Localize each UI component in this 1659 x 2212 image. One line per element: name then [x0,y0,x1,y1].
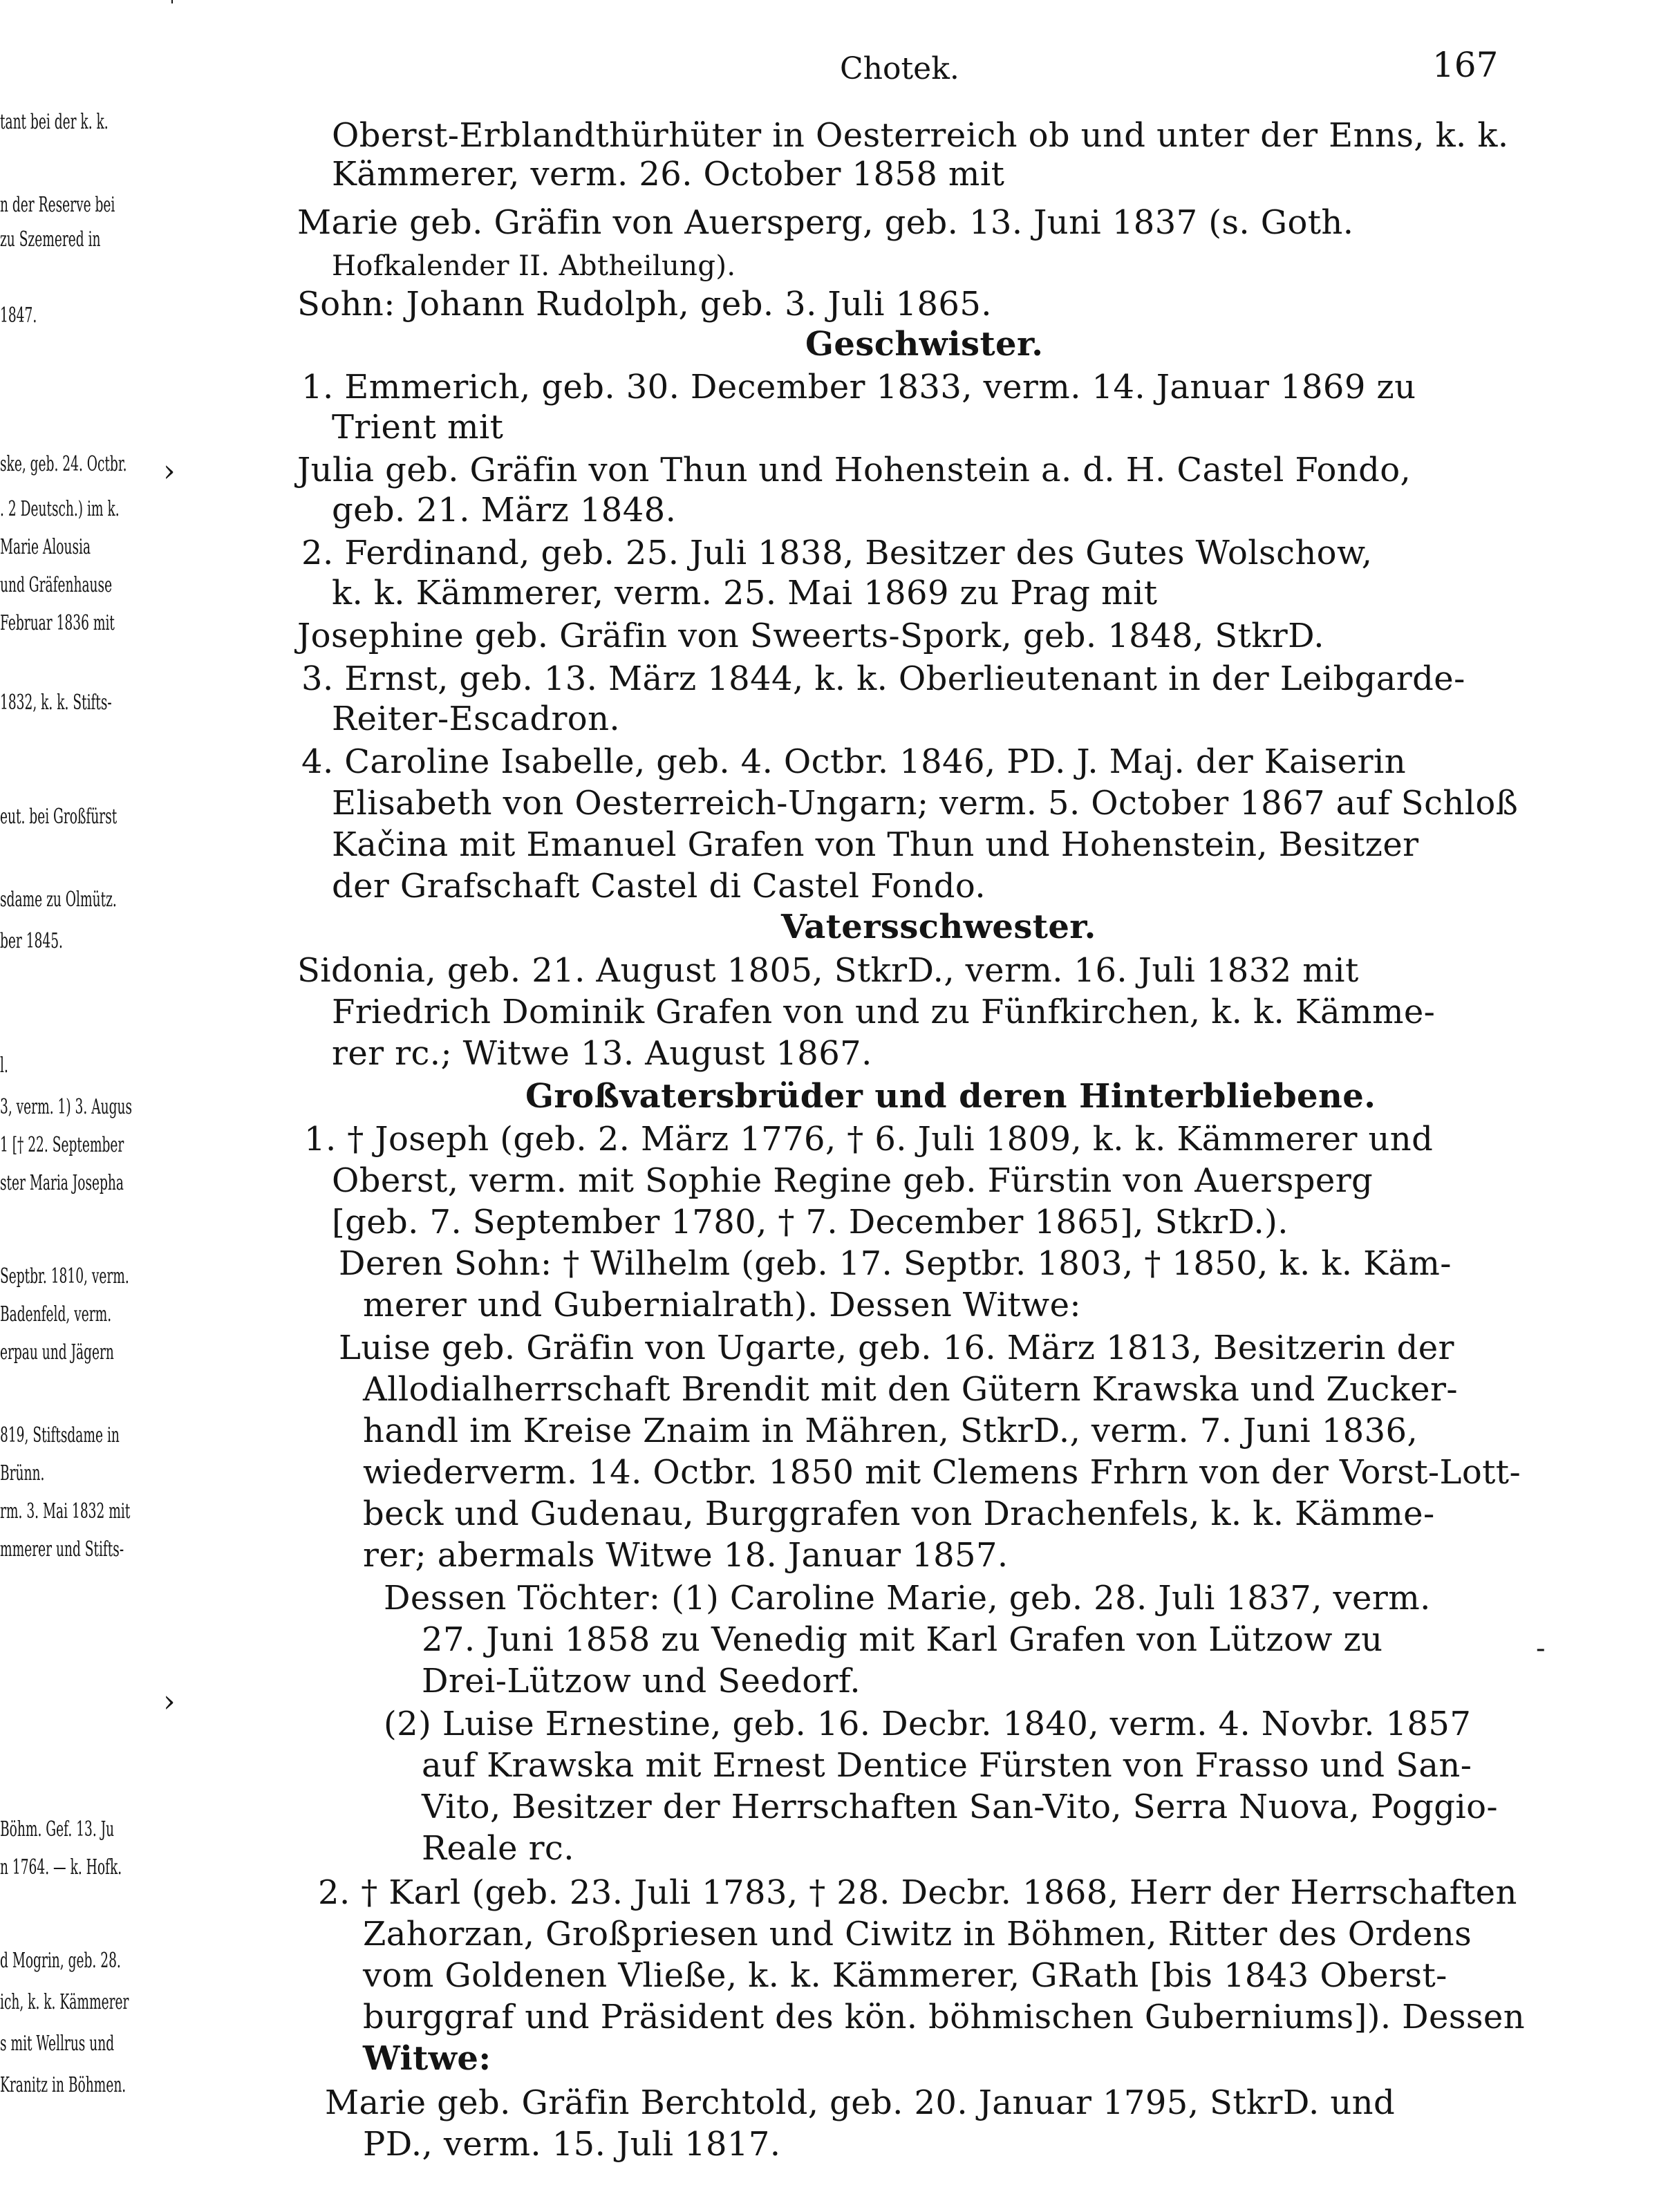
margin-line: Brünn. [0,1461,45,1485]
margin-line: ich, k. k. Kämmerer [0,1990,129,2014]
margin-line: 1847. [0,303,37,328]
margin-line: Böhm. Gef. 13. Ju [0,1817,115,1841]
margin-line: 3, verm. 1) 3. Augus [0,1095,133,1119]
text-line: 27. Juni 1858 zu Venedig mit Karl Grafen von Lützow zu [422,1620,1383,1659]
margin-line: eut. bei Großfürst [0,805,118,829]
text-line: Sohn: Johann Rudolph, geb. 3. Juli 1865. [297,285,992,324]
margin-line: Marie Alousia [0,535,91,559]
margin-line: und Gräfenhause [0,573,113,597]
margin-bracket-mark: › [163,453,176,489]
text-line: Deren Sohn: † Wilhelm (geb. 17. Septbr. 1803, † 1850, k. k. Käm- [339,1244,1452,1283]
margin-line: zu Szemered in [0,227,101,252]
text-line: k. k. Kämmerer, verm. 25. Mai 1869 zu Prag mit [332,574,1158,612]
text-line: 1. Emmerich, geb. 30. December 1833, verm. 14. Januar 1869 zu [301,368,1416,406]
text-line: Marie geb. Gräfin Berchtold, geb. 20. Januar 1795, StkrD. und [325,2083,1396,2122]
text-line: Sidonia, geb. 21. August 1805, StkrD., verm. 16. Juli 1832 mit [297,951,1359,990]
text-line: Allodialherrschaft Brendit mit den Gütern Krawska und Zucker- [363,1370,1458,1409]
section-heading: Vatersschwester. [781,908,1096,946]
margin-line: d Mogrin, geb. 28. [0,1949,121,1973]
text-line: 1. † Joseph (geb. 2. März 1776, † 6. Juli 1809, k. k. Kämmerer und [304,1120,1434,1159]
margin-line: n 1764. — k. Hofk. [0,1855,122,1880]
margin-line: 1 [† 22. September [0,1133,124,1157]
text-line: Dessen Töchter: (1) Caroline Marie, geb. 28. Juli 1837, verm. [384,1579,1431,1618]
margin-line: n der Reserve bei [0,193,115,217]
margin-line: tant bei der k. k. [0,110,109,134]
margin-line: Septbr. 1810, verm. [0,1264,129,1288]
text-line: Luise geb. Gräfin von Ugarte, geb. 16. März 1813, Besitzerin der [339,1329,1454,1367]
text-line: rer rc.; Witwe 13. August 1867. [332,1034,872,1073]
text-line: merer und Gubernialrath). Dessen Witwe: [363,1286,1081,1324]
text-line: Trient mit [332,408,504,447]
text-line: 4. Caroline Isabelle, geb. 4. Octbr. 1846, PD. J. Maj. der Kaiserin [301,742,1407,781]
margin-line: ber 1845. [0,929,63,953]
margin-line: ske, geb. 24. Octbr. [0,452,127,476]
margin-line: 1832, k. k. Stifts- [0,691,112,715]
margin-line: rm. 3. Mai 1832 mit [0,1499,131,1524]
margin-line: l. [0,1053,8,1078]
text-line: Friedrich Dominik Grafen von und zu Fünfkirchen, k. k. Kämme- [332,993,1436,1031]
text-line: [geb. 7. September 1780, † 7. December 1865], StkrD.). [332,1203,1288,1241]
text-line: rer; abermals Witwe 18. Januar 1857. [363,1536,1009,1575]
text-line: Zahorzan, Großpriesen und Ciwitz in Böhmen, Ritter des Ordens [363,1915,1472,1953]
text-line: Reale rc. [422,1829,574,1868]
text-line: Josephine geb. Gräfin von Sweerts-Spork, geb. 1848, StkrD. [297,617,1324,655]
text-line: Vito, Besitzer der Herrschaften San-Vito, Serra Nuova, Poggio- [422,1788,1499,1826]
text-line: auf Krawska mit Ernest Dentice Fürsten von Frasso und San- [422,1746,1472,1785]
text-line: beck und Gudenau, Burggrafen von Drachenfels, k. k. Kämme- [363,1494,1435,1533]
page-edge-rule [171,0,173,3]
text-line: Oberst-Erblandthürhüter in Oesterreich ob und unter der Enns, k. k. [332,116,1509,155]
text-line: 3. Ernst, geb. 13. März 1844, k. k. Oberlieutenant in der Leibgarde- [301,659,1465,698]
text-line: Witwe: [363,2039,491,2078]
page-number: 167 [1432,45,1499,85]
adjacent-page-margin [0,0,173,2212]
margin-line: Februar 1836 mit [0,611,115,635]
text-line: 2. Ferdinand, geb. 25. Juli 1838, Besitzer des Gutes Wolschow, [301,534,1373,572]
text-line: Hofkalender II. Abtheilung). [332,250,736,282]
text-line: burggraf und Präsident des kön. böhmischen Guberniums]). Dessen [363,1998,1526,2036]
text-line: Reiter-Escadron. [332,700,621,738]
text-line: Elisabeth von Oesterreich-Ungarn; verm. 5. October 1867 auf Schloß [332,784,1519,823]
text-line: der Grafschaft Castel di Castel Fondo. [332,867,986,906]
margin-bracket-mark: › [163,1684,176,1719]
margin-line: ster Maria Josepha [0,1171,124,1195]
text-line: Drei-Lützow und Seedorf. [422,1662,861,1700]
text-line: geb. 21. März 1848. [332,491,677,529]
text-line: Oberst, verm. mit Sophie Regine geb. Fürstin von Auersperg [332,1161,1374,1200]
margin-line: erpau und Jägern [0,1340,114,1365]
margin-line: 819, Stiftsdame in [0,1423,120,1447]
section-heading: Geschwister. [805,325,1044,364]
text-line: Kačina mit Emanuel Grafen von Thun und Hohenstein, Besitzer [332,825,1419,864]
margin-line: mmerer und Stifts- [0,1537,124,1562]
text-line: PD., verm. 15. Juli 1817. [363,2125,781,2164]
margin-line: Kranitz in Böhmen. [0,2073,126,2097]
margin-line: sdame zu Olmütz. [0,888,117,912]
section-heading: Großvatersbrüder und deren Hinterbliebene. [525,1077,1376,1116]
margin-line: s mit Wellrus und [0,2032,115,2056]
margin-line: Badenfeld, verm. [0,1302,112,1327]
text-line: wiederverm. 14. Octbr. 1850 mit Clemens Frhrn von der Vorst-Lott- [363,1453,1521,1492]
margin-line: . 2 Deutsch.) im k. [0,497,120,521]
running-title: Chotek. [840,51,959,86]
text-line: Kämmerer, verm. 26. October 1858 mit [332,155,1005,194]
hyphen-mark: - [1536,1633,1546,1665]
text-line: handl im Kreise Znaim in Mähren, StkrD., verm. 7. Juni 1836, [363,1412,1418,1450]
text-line: Marie geb. Gräfin von Auersperg, geb. 13. Juni 1837 (s. Goth. [297,203,1354,242]
text-line: vom Goldenen Vließe, k. k. Kämmerer, GRath [bis 1843 Oberst- [363,1956,1447,1995]
text-line: 2. † Karl (geb. 23. Juli 1783, † 28. Decbr. 1868, Herr der Herrschaften [318,1873,1517,1912]
text-line: Julia geb. Gräfin von Thun und Hohenstein a. d. H. Castel Fondo, [297,451,1412,489]
text-line: (2) Luise Ernestine, geb. 16. Decbr. 1840, verm. 4. Novbr. 1857 [384,1705,1472,1743]
